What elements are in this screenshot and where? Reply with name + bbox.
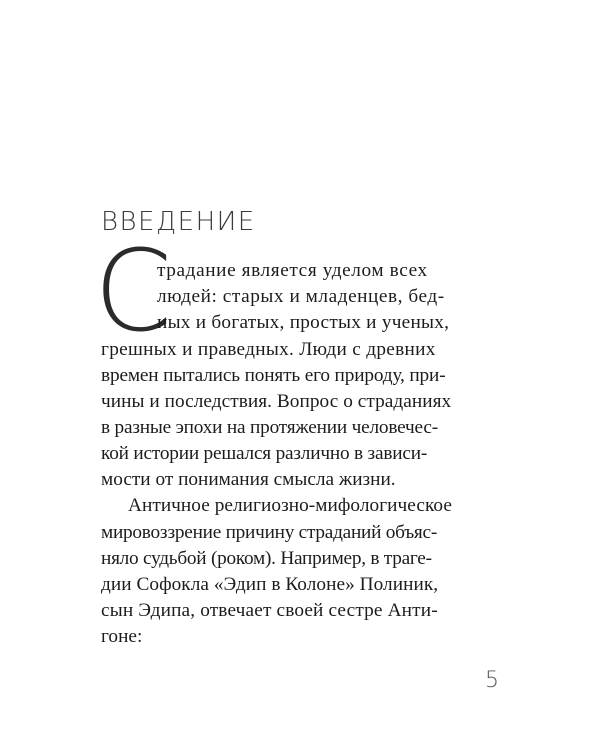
text-line: мировоззрение причину страданий объяс- — [101, 522, 438, 543]
text-line: сын Эдипа, отвечает своей сестре Анти- — [101, 600, 438, 621]
text-line: ных и богатых, простых и ученых, — [157, 312, 450, 333]
chapter-title: ВВЕДЕНИЕ — [101, 207, 256, 237]
text-line: гоне: — [101, 626, 143, 647]
text-line: чины и последствия. Вопрос о страданиях — [101, 391, 452, 412]
text-line: традание является уделом всех — [157, 260, 428, 281]
text-line: времен пытались понять его природу, при- — [101, 365, 446, 386]
text-line: няло судьбой (роком). Например, в траге- — [101, 548, 432, 569]
page-number: 5 — [485, 668, 499, 693]
text-line: людей: старых и младенцев, бед- — [157, 286, 445, 307]
text-line: грешных и праведных. Люди с древних — [101, 339, 436, 360]
text-line: Античное религиозно-мифологическое — [128, 495, 452, 516]
text-line: дии Софокла «Эдип в Колоне» Полиник, — [101, 574, 439, 595]
text-line: мости от понимания смысла жизни. — [101, 469, 396, 490]
drop-cap-letter: С — [94, 227, 173, 357]
text-line: в разные эпохи на протяжении человечес- — [101, 417, 438, 438]
text-line: кой истории решался различно в зависи- — [101, 443, 428, 464]
